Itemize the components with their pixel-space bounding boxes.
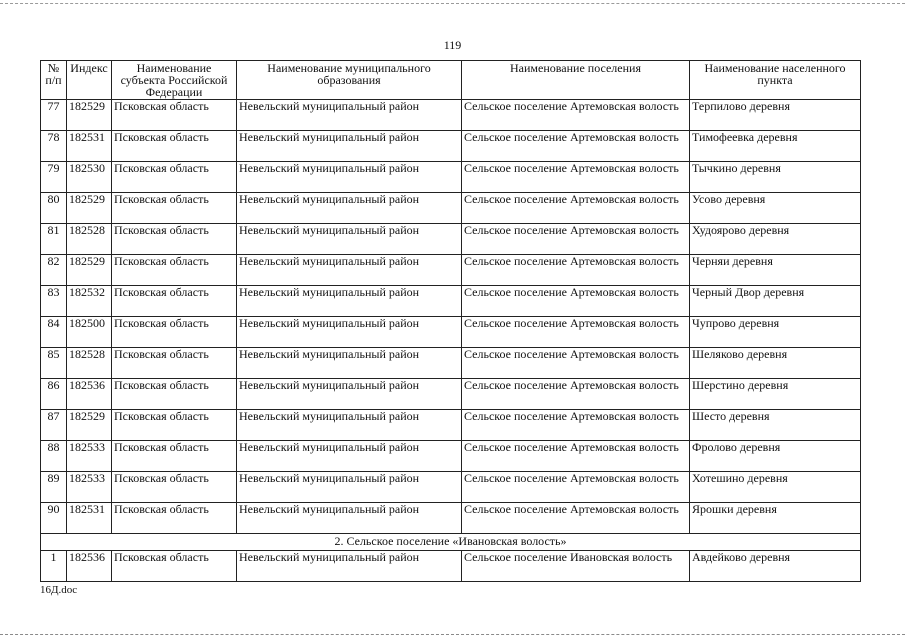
cell-locality: Худоярово деревня <box>690 224 861 255</box>
cell-settlement: Сельское поселение Артемовская волость <box>462 348 690 379</box>
cell-subject: Псковская область <box>112 224 237 255</box>
cell-municipal: Невельский муниципальный район <box>237 162 462 193</box>
cell-settlement: Сельское поселение Артемовская волость <box>462 286 690 317</box>
header-num: № п/п <box>41 61 67 100</box>
cell-municipal: Невельский муниципальный район <box>237 100 462 131</box>
table-row <box>41 379 861 410</box>
section-title: 2. Сельское поселение «Ивановская волость» <box>41 534 861 551</box>
cell-settlement: Сельское поселение Артемовская волость <box>462 131 690 162</box>
table-row <box>41 551 861 582</box>
cell-settlement: Сельское поселение Артемовская волость <box>462 255 690 286</box>
cell-num: 78 <box>41 131 67 162</box>
footer-filename: 16Д.doc <box>40 584 78 596</box>
cell-index: 182531 <box>67 131 112 162</box>
settlements-table <box>40 60 861 582</box>
table-row <box>41 286 861 317</box>
cell-municipal: Невельский муниципальный район <box>237 224 462 255</box>
cell-locality: Авдейково деревня <box>690 551 861 582</box>
cell-settlement: Сельское поселение Артемовская волость <box>462 472 690 503</box>
cell-num: 86 <box>41 379 67 410</box>
cell-subject: Псковская область <box>112 472 237 503</box>
table-row <box>41 193 861 224</box>
cell-num: 90 <box>41 503 67 534</box>
cell-num: 89 <box>41 472 67 503</box>
cell-index: 182529 <box>67 193 112 224</box>
cell-index: 182500 <box>67 317 112 348</box>
cell-index: 182530 <box>67 162 112 193</box>
cell-locality: Шесто деревня <box>690 410 861 441</box>
cell-settlement: Сельское поселение Артемовская волость <box>462 100 690 131</box>
cell-index: 182529 <box>67 255 112 286</box>
table-row <box>41 441 861 472</box>
cell-settlement: Сельское поселение Ивановская волость <box>462 551 690 582</box>
cell-municipal: Невельский муниципальный район <box>237 503 462 534</box>
cell-subject: Псковская область <box>112 131 237 162</box>
cell-locality: Тимофеевка деревня <box>690 131 861 162</box>
cell-index: 182531 <box>67 503 112 534</box>
cell-municipal: Невельский муниципальный район <box>237 379 462 410</box>
table-header-row <box>41 61 861 100</box>
cell-subject: Псковская область <box>112 317 237 348</box>
cell-index: 182529 <box>67 100 112 131</box>
cell-subject: Псковская область <box>112 286 237 317</box>
cell-locality: Шерстино деревня <box>690 379 861 410</box>
cell-subject: Псковская область <box>112 162 237 193</box>
cell-municipal: Невельский муниципальный район <box>237 255 462 286</box>
cell-num: 77 <box>41 100 67 131</box>
cell-index: 182536 <box>67 551 112 582</box>
cell-municipal: Невельский муниципальный район <box>237 286 462 317</box>
section-header-row <box>41 534 861 551</box>
cell-index: 182532 <box>67 286 112 317</box>
cell-locality: Чупрово деревня <box>690 317 861 348</box>
table-row <box>41 162 861 193</box>
cell-index: 182536 <box>67 379 112 410</box>
cell-subject: Псковская область <box>112 255 237 286</box>
cell-num: 85 <box>41 348 67 379</box>
cell-locality: Терпилово деревня <box>690 100 861 131</box>
table-row <box>41 255 861 286</box>
cell-subject: Псковская область <box>112 193 237 224</box>
cell-num: 87 <box>41 410 67 441</box>
cell-locality: Фролово деревня <box>690 441 861 472</box>
table-row <box>41 224 861 255</box>
header-subject: Наименование субъекта Российской Федерации <box>112 61 237 100</box>
cell-index: 182529 <box>67 410 112 441</box>
cell-settlement: Сельское поселение Артемовская волость <box>462 410 690 441</box>
cell-municipal: Невельский муниципальный район <box>237 131 462 162</box>
cell-subject: Псковская область <box>112 503 237 534</box>
cell-num: 84 <box>41 317 67 348</box>
table-body <box>41 100 861 582</box>
table-row <box>41 100 861 131</box>
page-number: 119 <box>443 38 462 52</box>
scan-top-edge <box>0 3 905 4</box>
cell-settlement: Сельское поселение Артемовская волость <box>462 317 690 348</box>
cell-municipal: Невельский муниципальный район <box>237 348 462 379</box>
cell-municipal: Невельский муниципальный район <box>237 441 462 472</box>
cell-subject: Псковская область <box>112 100 237 131</box>
cell-index: 182528 <box>67 348 112 379</box>
table-row <box>41 410 861 441</box>
cell-subject: Псковская область <box>112 348 237 379</box>
table-row <box>41 131 861 162</box>
header-locality: Наименование населенного пункта <box>690 61 861 100</box>
cell-subject: Псковская область <box>112 379 237 410</box>
cell-locality: Ярошки деревня <box>690 503 861 534</box>
cell-subject: Псковская область <box>112 441 237 472</box>
cell-locality: Черняи деревня <box>690 255 861 286</box>
cell-settlement: Сельское поселение Артемовская волость <box>462 224 690 255</box>
header-municipal: Наименование муниципального образования <box>237 61 462 100</box>
cell-subject: Псковская область <box>112 410 237 441</box>
cell-municipal: Невельский муниципальный район <box>237 410 462 441</box>
cell-settlement: Сельское поселение Артемовская волость <box>462 162 690 193</box>
cell-num: 83 <box>41 286 67 317</box>
cell-num: 79 <box>41 162 67 193</box>
table-row <box>41 317 861 348</box>
cell-settlement: Сельское поселение Артемовская волость <box>462 441 690 472</box>
cell-num: 81 <box>41 224 67 255</box>
scan-bottom-edge <box>0 634 905 635</box>
cell-num: 82 <box>41 255 67 286</box>
cell-num: 80 <box>41 193 67 224</box>
cell-settlement: Сельское поселение Артемовская волость <box>462 379 690 410</box>
cell-settlement: Сельское поселение Артемовская волость <box>462 193 690 224</box>
cell-locality: Тычкино деревня <box>690 162 861 193</box>
header-index: Индекс <box>67 61 112 100</box>
cell-locality: Шеляково деревня <box>690 348 861 379</box>
cell-index: 182533 <box>67 441 112 472</box>
table-row <box>41 472 861 503</box>
cell-num: 1 <box>41 551 67 582</box>
cell-num: 88 <box>41 441 67 472</box>
cell-municipal: Невельский муниципальный район <box>237 193 462 224</box>
table-row <box>41 348 861 379</box>
cell-locality: Усово деревня <box>690 193 861 224</box>
table-row <box>41 503 861 534</box>
cell-municipal: Невельский муниципальный район <box>237 472 462 503</box>
cell-settlement: Сельское поселение Артемовская волость <box>462 503 690 534</box>
header-settlement: Наименование поселения <box>462 61 690 100</box>
cell-locality: Хотешино деревня <box>690 472 861 503</box>
cell-municipal: Невельский муниципальный район <box>237 551 462 582</box>
cell-subject: Псковская область <box>112 551 237 582</box>
cell-index: 182533 <box>67 472 112 503</box>
cell-locality: Черный Двор деревня <box>690 286 861 317</box>
cell-municipal: Невельский муниципальный район <box>237 317 462 348</box>
cell-index: 182528 <box>67 224 112 255</box>
